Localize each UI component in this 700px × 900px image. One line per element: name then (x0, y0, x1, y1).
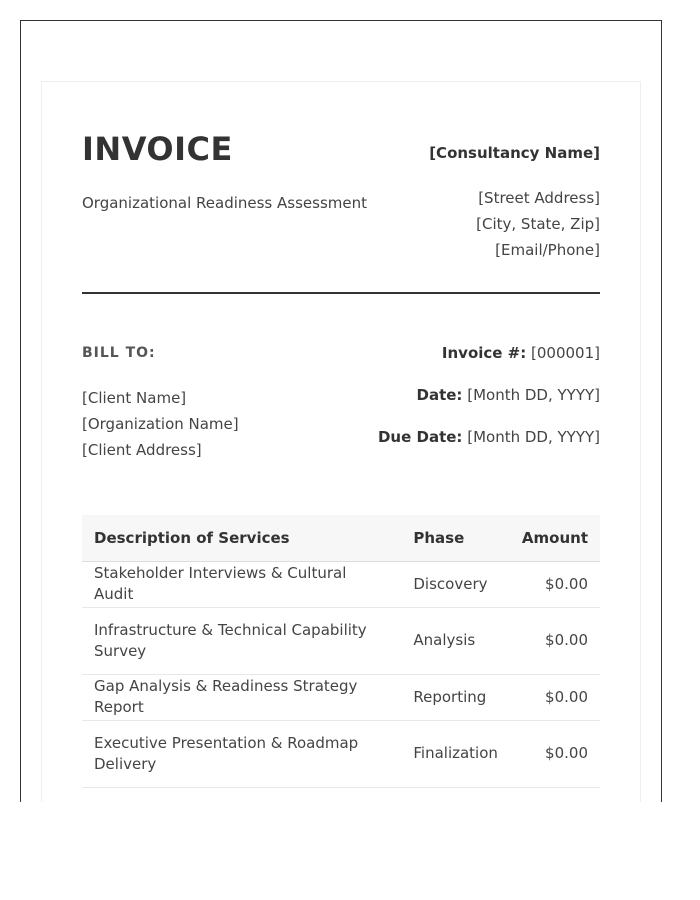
invoice-number-value: [000001] (531, 344, 600, 362)
consultancy-name: [Consultancy Name] (429, 144, 600, 162)
service-description: Infrastructure & Technical Capability Survey (82, 607, 401, 674)
consultancy-block (429, 144, 600, 263)
table-header-row (82, 515, 600, 561)
service-phase: Discovery (401, 561, 510, 607)
service-amount: $0.00 (510, 607, 600, 674)
invoice-date-value: [Month DD, YYYY] (467, 386, 600, 404)
table-row (82, 607, 600, 674)
service-description: Gap Analysis & Readiness Strategy Report (82, 674, 401, 720)
table-row (82, 674, 600, 720)
consultancy-contact: [Email/Phone] (495, 241, 600, 259)
consultancy-city: [City, State, Zip] (476, 215, 600, 233)
invoice-subtitle: Organizational Readiness Assessment (82, 194, 367, 212)
invoice-page (41, 81, 641, 802)
service-phase: Reporting (401, 674, 510, 720)
bill-to-label: BILL TO: (82, 345, 156, 361)
consultancy-street: [Street Address] (478, 189, 600, 207)
service-description: Executive Presentation & Roadmap Delivery (82, 720, 401, 787)
due-date-label: Due Date: (377, 428, 463, 446)
invoice-number-row (378, 344, 600, 386)
document-frame (20, 20, 662, 802)
invoice-date-row (378, 386, 600, 428)
header-amount: Amount (510, 515, 600, 561)
client-address: [Client Address] (82, 441, 202, 459)
services-table (82, 515, 600, 788)
client-organization: [Organization Name] (82, 415, 239, 433)
header-divider (82, 292, 600, 294)
invoice-meta (378, 344, 600, 470)
service-amount: $0.00 (510, 561, 600, 607)
header-description: Description of Services (82, 515, 401, 561)
client-name: [Client Name] (82, 389, 187, 407)
service-description: Stakeholder Interviews & Cultural Audit (82, 561, 401, 607)
due-date-row (378, 428, 600, 470)
service-phase: Analysis (401, 607, 510, 674)
service-amount: $0.00 (510, 720, 600, 787)
table-row (82, 561, 600, 607)
service-phase: Finalization (401, 720, 510, 787)
invoice-date-label: Date: (416, 386, 463, 404)
header-phase: Phase (401, 515, 510, 561)
due-date-value: [Month DD, YYYY] (467, 428, 600, 446)
table-row (82, 720, 600, 787)
invoice-title: INVOICE (82, 130, 233, 168)
invoice-number-label: Invoice #: (441, 344, 527, 362)
bill-to-block (82, 385, 239, 463)
service-amount: $0.00 (510, 674, 600, 720)
